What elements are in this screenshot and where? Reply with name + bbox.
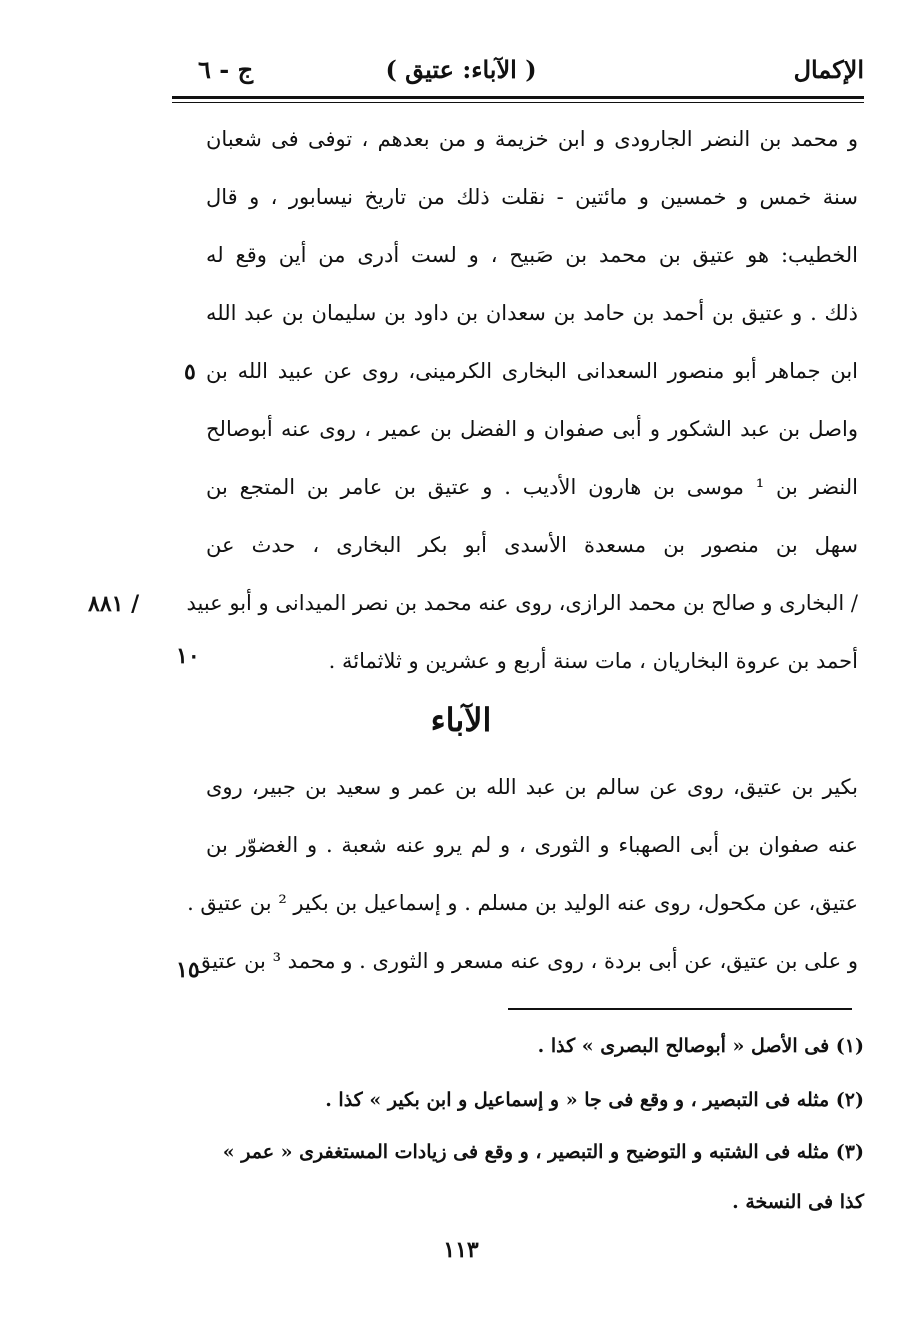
running-head-volume: ج - ٦ <box>198 55 254 84</box>
text-line: عنه صفوان بن أبى الصهباء و الثورى ، و لم يرو عنه شعبة . و الغضوّر بن <box>206 833 858 857</box>
text-line: واصل بن عبد الشكور و أبى صفوان و الفضل بن عمير ، روى عنه أبوصالح <box>206 417 858 441</box>
text-line: أحمد بن عروة البخاريان ، مات سنة أربع و عشرين و ثلاثمائة . <box>328 649 858 673</box>
text-line: ذلك . و عتيق بن أحمد بن حامد بن سعدان بن داود بن سليمان بن عبد الله <box>206 301 858 325</box>
page-number: ١١٣ <box>443 1237 479 1263</box>
text-line: بكير بن عتيق، روى عن سالم بن عبد الله بن عمر و سعيد بن جبير، روى <box>206 775 858 799</box>
text-line: ابن جماهر أبو منصور السعدانى البخارى الكرمينى، روى عن عبيد الله بن <box>206 359 858 383</box>
header-rule-thin <box>172 102 864 103</box>
text-line: / البخارى و صالح بن محمد الرازى، روى عنه محمد بن نصر الميدانى و أبو عبيد <box>186 591 858 615</box>
footnote-3-continued: كذا فى النسخة . <box>732 1191 864 1213</box>
footnote-3: (٣) مثله فى الشتبه و التوضيح و التبصير ، و وقع فى زيادات المستغفرى « عمر » <box>222 1141 864 1163</box>
text-line: و محمد بن النضر الجارودى و ابن خزيمة و من بعدهم ، توفى فى شعبان <box>206 127 858 151</box>
running-head-chapter: ( الآباء: عتيق ) <box>385 55 537 84</box>
header-rule-thick <box>172 96 864 99</box>
text-line: سنة خمس و خمسين و مائتين - نقلت ذلك من تاريخ نيسابور ، و قال <box>206 185 858 209</box>
folio-marker: ٨٨١ / <box>88 591 140 617</box>
line-number-15: ١٥ <box>176 957 200 983</box>
line-number-5: ٥ <box>184 359 196 385</box>
text-line: النضر بن ¹ موسى بن هارون الأديب . و عتيق بن عامر بن المتجع بن <box>206 475 858 499</box>
text-line: الخطيب: هو عتيق بن محمد بن صَبيح ، و لست أدرى من أين وقع له <box>206 243 858 267</box>
text-line: سهل بن منصور بن مسعدة الأسدى أبو بكر البخارى ، حدث عن <box>206 533 858 557</box>
footnote-2: (٢) مثله فى التبصير ، و وقع فى جا « و إسماعيل و ابن بكير » كذا . <box>325 1089 864 1111</box>
section-heading: الآباء <box>430 701 492 739</box>
line-number-10: ١٠ <box>176 643 200 669</box>
text-line: عتيق، عن مكحول، روى عنه الوليد بن مسلم . و إسماعيل بن بكير ² بن عتيق . <box>187 891 858 915</box>
running-head-book-title: الإكمال <box>793 55 864 84</box>
footnote-1: (١) فى الأصل « أبوصالح البصرى » كذا . <box>537 1035 864 1057</box>
footnote-separator <box>508 1008 852 1010</box>
text-line: و على بن عتيق، عن أبى بردة ، روى عنه مسعر و الثورى . و محمد ³ بن عتيق <box>194 949 858 973</box>
